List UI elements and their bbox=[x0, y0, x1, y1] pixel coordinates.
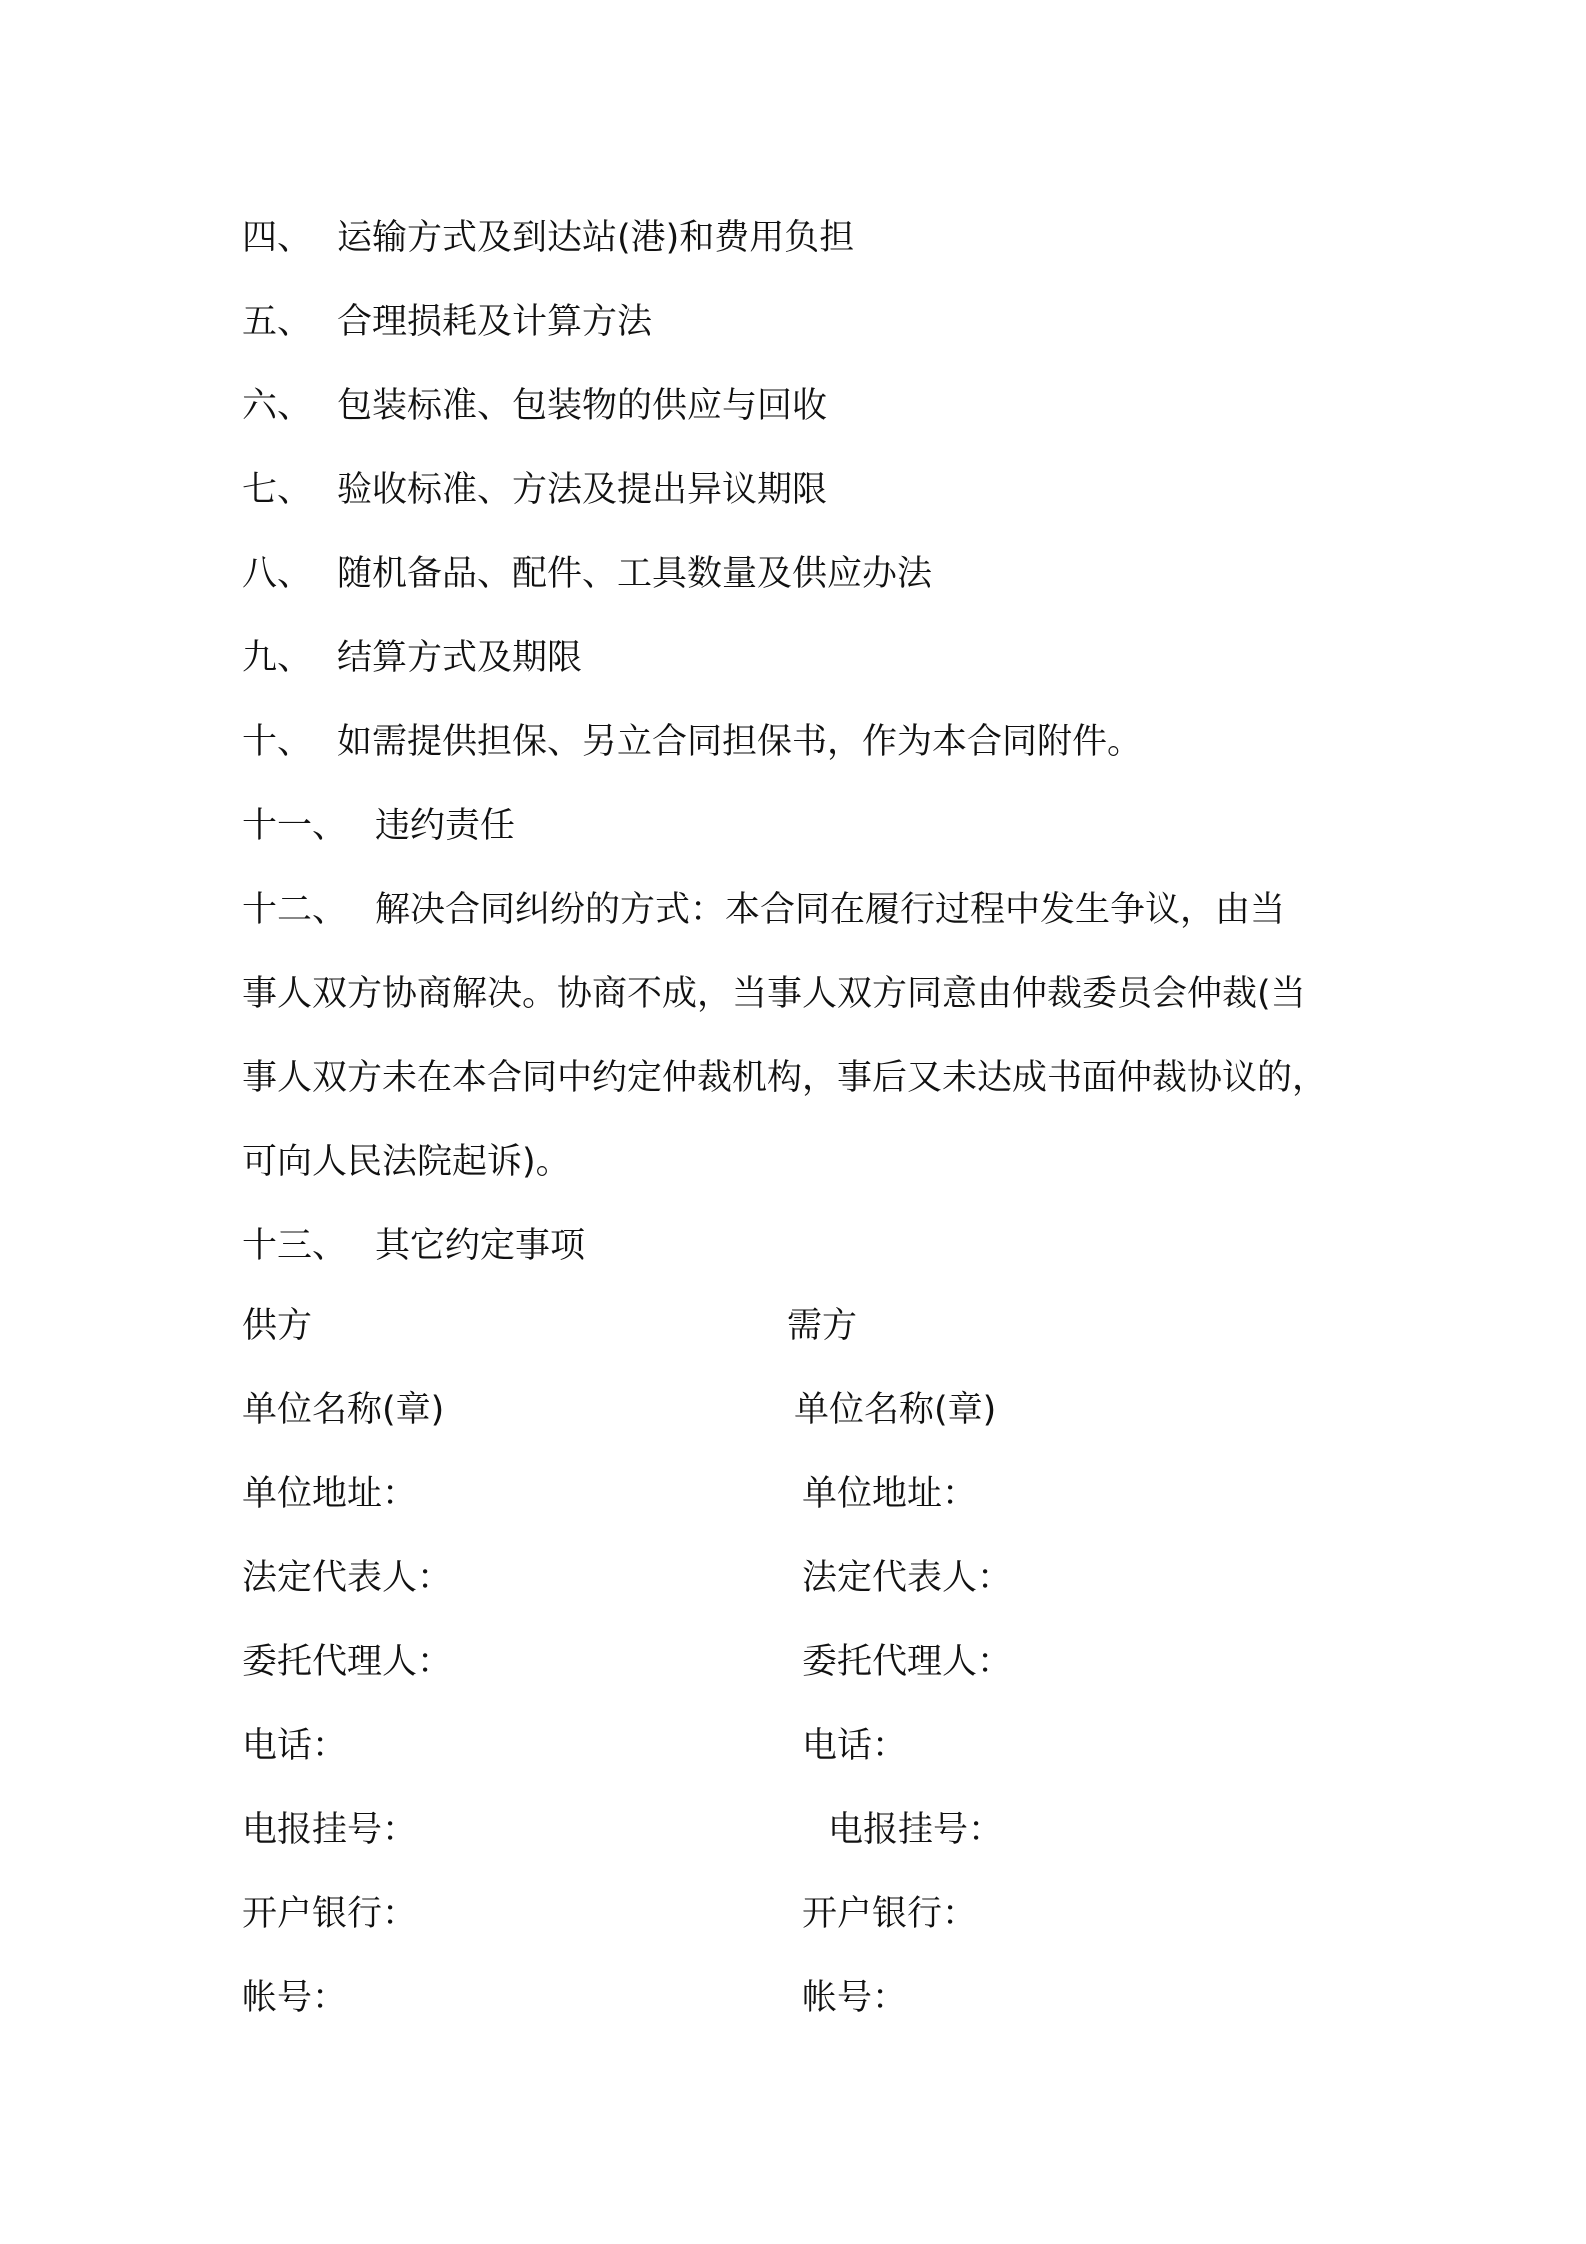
telegraph-row bbox=[242, 1788, 1392, 1872]
buyer-agent-label: 委托代理人： bbox=[802, 1642, 1013, 1682]
clause-text: 合理损耗及计算方法 bbox=[337, 302, 653, 342]
buyer-address-label: 单位地址： bbox=[802, 1474, 978, 1514]
clause-text: 违约责任 bbox=[375, 806, 516, 846]
supplier-company-name-label: 单位名称(章) bbox=[242, 1390, 445, 1430]
clause-12-dispute bbox=[242, 868, 1392, 1204]
dispute-first-line bbox=[242, 868, 1392, 952]
buyer-legal-rep-label: 法定代表人： bbox=[802, 1558, 1013, 1598]
clause-6 bbox=[242, 364, 1392, 448]
account-row bbox=[242, 1956, 1392, 2040]
clause-number: 八、 bbox=[242, 554, 313, 594]
clause-11 bbox=[242, 784, 1392, 868]
supplier-title: 供方 bbox=[242, 1306, 313, 1346]
clause-text: 如需提供担保、另立合同担保书，作为本合同附件。 bbox=[337, 722, 1143, 762]
supplier-telegraph-label: 电报挂号： bbox=[242, 1810, 418, 1850]
clause-text: 随机备品、配件、工具数量及供应办法 bbox=[337, 554, 933, 594]
clause-number: 十三、 bbox=[242, 1226, 348, 1266]
dispute-text-line-2: 事人双方协商解决。协商不成，当事人双方同意由仲裁委员会仲裁(当 bbox=[242, 974, 1306, 1014]
clause-number: 十一、 bbox=[242, 806, 348, 846]
supplier-legal-rep-label: 法定代表人： bbox=[242, 1558, 453, 1598]
clause-text: 结算方式及期限 bbox=[337, 638, 583, 678]
party-titles-row bbox=[242, 1284, 1392, 1368]
buyer-phone-label: 电话： bbox=[802, 1726, 908, 1766]
clause-number: 七、 bbox=[242, 470, 313, 510]
dispute-text-line-1: 解决合同纠纷的方式：本合同在履行过程中发生争议，由当 bbox=[375, 890, 1286, 930]
agent-row bbox=[242, 1620, 1392, 1704]
clause-number: 五、 bbox=[242, 302, 313, 342]
buyer-company-name-label: 单位名称(章) bbox=[794, 1390, 997, 1430]
supplier-phone-label: 电话： bbox=[242, 1726, 348, 1766]
clause-4 bbox=[242, 196, 1392, 280]
phone-row bbox=[242, 1704, 1392, 1788]
supplier-bank-label: 开户银行： bbox=[242, 1894, 418, 1934]
supplier-agent-label: 委托代理人： bbox=[242, 1642, 453, 1682]
signature-block bbox=[242, 1284, 1392, 2040]
clause-text: 验收标准、方法及提出异议期限 bbox=[337, 470, 828, 510]
supplier-address-label: 单位地址： bbox=[242, 1474, 418, 1514]
clause-text: 包装标准、包装物的供应与回收 bbox=[337, 386, 828, 426]
clause-text: 运输方式及到达站(港)和费用负担 bbox=[337, 218, 855, 258]
bank-row bbox=[242, 1872, 1392, 1956]
clause-9 bbox=[242, 616, 1392, 700]
legal-rep-row bbox=[242, 1536, 1392, 1620]
clause-10 bbox=[242, 700, 1392, 784]
clause-7 bbox=[242, 448, 1392, 532]
dispute-text-line-4: 可向人民法院起诉)。 bbox=[242, 1142, 571, 1182]
buyer-account-label: 帐号： bbox=[802, 1978, 908, 2018]
clause-number: 六、 bbox=[242, 386, 313, 426]
buyer-telegraph-label: 电报挂号： bbox=[828, 1810, 1004, 1850]
dispute-text-line-3: 事人双方未在本合同中约定仲裁机构，事后又未达成书面仲裁协议的， bbox=[242, 1058, 1328, 1098]
clause-text: 其它约定事项 bbox=[375, 1226, 586, 1266]
supplier-account-label: 帐号： bbox=[242, 1978, 348, 2018]
clause-number: 十、 bbox=[242, 722, 313, 762]
company-name-row bbox=[242, 1368, 1392, 1452]
clause-8 bbox=[242, 532, 1392, 616]
clause-number: 十二、 bbox=[242, 890, 348, 930]
contract-clauses bbox=[242, 196, 1392, 1288]
address-row bbox=[242, 1452, 1392, 1536]
clause-number: 九、 bbox=[242, 638, 313, 678]
buyer-bank-label: 开户银行： bbox=[802, 1894, 978, 1934]
clause-5 bbox=[242, 280, 1392, 364]
buyer-title: 需方 bbox=[787, 1306, 858, 1346]
clause-13 bbox=[242, 1204, 1392, 1288]
clause-number: 四、 bbox=[242, 218, 313, 258]
